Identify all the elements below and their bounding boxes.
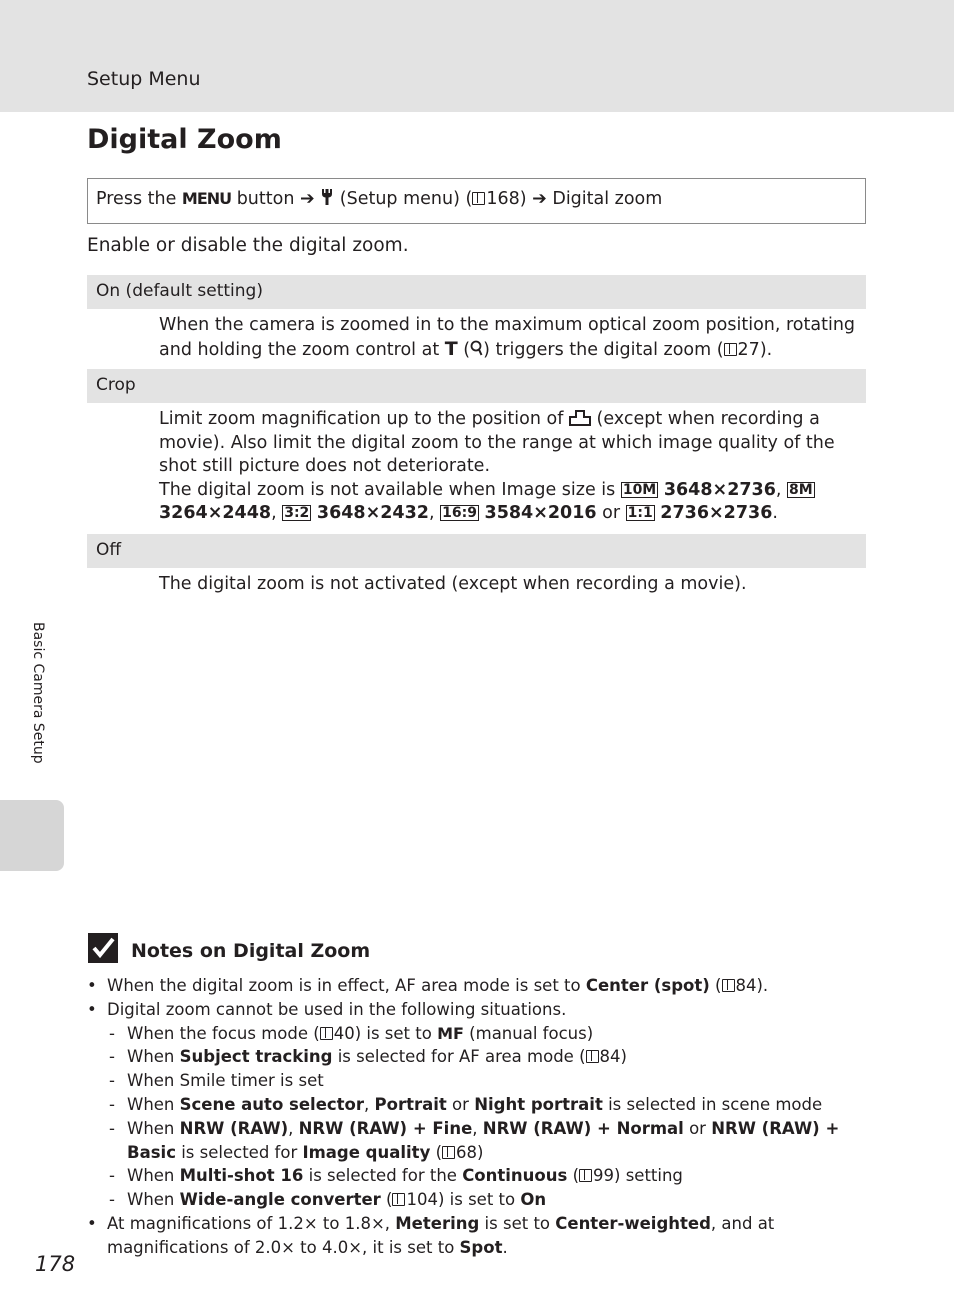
desc-text: ) triggers the digital zoom ( xyxy=(483,339,724,360)
note-keyword: Multi-shot 16 xyxy=(179,1166,304,1186)
magnify-icon xyxy=(470,340,483,360)
page-number: 178 xyxy=(35,1252,76,1276)
menu-path-box xyxy=(87,178,866,224)
option-off-header: Off xyxy=(87,534,866,568)
note-text: At magnifications of 1.2× to 1.8×, xyxy=(107,1213,396,1233)
note-text: 84). xyxy=(735,976,769,995)
intro-text: Enable or disable the digital zoom. xyxy=(87,235,409,256)
option-on-header: On (default setting) xyxy=(87,275,866,309)
note-keyword: Scene auto selector xyxy=(179,1094,365,1114)
note-text: 99) setting xyxy=(593,1166,683,1186)
note-text: is selected for xyxy=(175,1142,303,1162)
sub-list-item xyxy=(87,1188,877,1212)
note-keyword: Center (spot) xyxy=(585,976,710,995)
note-text: is selected in scene mode xyxy=(602,1094,823,1114)
note-text: , and at magnifications of 2.0× to 4.0×, it is set to xyxy=(107,1213,775,1257)
book-icon xyxy=(724,343,737,356)
image-size-icon: 10M xyxy=(622,481,657,498)
note-keyword: On xyxy=(520,1190,547,1210)
note-text: When xyxy=(127,1118,180,1138)
option-on-description xyxy=(159,314,859,362)
image-size-value: 3584×2016 xyxy=(484,503,597,523)
book-icon xyxy=(579,1169,592,1182)
image-size-icon: 16:9 xyxy=(442,505,477,521)
note-text: ( xyxy=(430,1142,443,1162)
option-crop-header: Crop xyxy=(87,369,866,403)
note-text: When xyxy=(127,1190,180,1210)
crop-paragraph-1 xyxy=(159,408,859,479)
note-text: ( xyxy=(567,1166,580,1186)
image-size-icon: 3:2 xyxy=(284,505,310,521)
book-icon xyxy=(722,979,735,992)
note-text: is selected for AF area mode ( xyxy=(332,1047,586,1067)
list-item xyxy=(87,974,877,998)
sub-list-item xyxy=(87,1093,877,1117)
note-text: When the focus mode ( xyxy=(127,1023,320,1043)
sub-list-item xyxy=(87,1164,877,1188)
checkmark-icon xyxy=(88,933,118,963)
path-text: button ➔ xyxy=(231,189,321,209)
crop-paragraph-2: The digital zoom is not available when Image size is 10M 3648×2736, 8M 3264×2448, 3:2 3648×2432, 16:9 3584×2016 or 1:1 2736×2736. xyxy=(159,479,813,523)
section-title: Setup Menu xyxy=(87,68,201,90)
page-title: Digital Zoom xyxy=(87,124,282,155)
wrench-icon xyxy=(320,189,334,209)
note-keyword: NRW (RAW) + Fine xyxy=(298,1118,473,1138)
path-text: 168) ➔ Digital zoom xyxy=(486,189,663,209)
note-text: When xyxy=(127,1166,180,1186)
note-text: 84) xyxy=(599,1047,627,1067)
desc-text: The digital zoom is not available when Image size is xyxy=(159,479,621,500)
note-keyword: NRW (RAW) + Normal xyxy=(482,1118,684,1138)
note-text: or xyxy=(446,1094,475,1114)
notes-title: Notes on Digital Zoom xyxy=(131,940,371,962)
note-keyword: Subject tracking xyxy=(179,1047,333,1067)
note-keyword: NRW (RAW) xyxy=(179,1118,289,1138)
note-text: When xyxy=(127,1094,180,1114)
path-text: (Setup menu) ( xyxy=(334,189,473,209)
desc-text: When the camera is zoomed in to the maximum optical zoom position, rotating and holding the zoom control at xyxy=(159,315,856,360)
note-keyword: Night portrait xyxy=(474,1094,603,1114)
manual-focus-icon: MF xyxy=(437,1023,464,1043)
list-item: • Digital zoom cannot be used in the following situations. xyxy=(87,998,877,1022)
sub-list-item: - When Smile timer is set xyxy=(87,1069,877,1093)
note-keyword: NRW (RAW) + Basic xyxy=(127,1118,840,1162)
desc-text: Limit zoom magnification up to the position of xyxy=(159,409,569,429)
option-off-description: The digital zoom is not activated (except when recording a movie). xyxy=(159,574,747,594)
image-size-value: 3648×2432 xyxy=(316,503,429,523)
note-text: 104) is set to xyxy=(406,1190,521,1210)
note-text: 40) is set to xyxy=(333,1023,438,1043)
path-text: Press the xyxy=(96,189,182,209)
note-text: When xyxy=(127,1047,180,1067)
sub-list-item xyxy=(87,1022,877,1046)
note-keyword: Metering xyxy=(395,1213,480,1233)
note-text: or xyxy=(683,1118,712,1138)
zoom-tele-icon: T xyxy=(444,337,458,360)
book-icon xyxy=(586,1050,599,1063)
menu-button-icon: MENU xyxy=(181,189,232,208)
note-keyword: Wide-angle converter xyxy=(179,1190,381,1210)
note-keyword: Spot xyxy=(459,1237,503,1257)
note-text: , xyxy=(288,1118,299,1138)
note-keyword: Continuous xyxy=(462,1166,568,1186)
note-text: ( xyxy=(380,1190,393,1210)
list-item xyxy=(87,1212,877,1260)
notes-list xyxy=(87,974,877,1260)
note-text: . xyxy=(502,1237,508,1257)
desc-text: or xyxy=(596,503,626,523)
note-text: , xyxy=(472,1118,483,1138)
note-text: , xyxy=(364,1094,375,1114)
desc-text: 27). xyxy=(737,339,773,360)
note-keyword: Portrait xyxy=(374,1094,447,1114)
note-text: (manual focus) xyxy=(463,1023,594,1043)
note-keyword: Image quality xyxy=(302,1142,431,1162)
crop-limit-icon xyxy=(569,409,591,429)
note-keyword: Center-weighted xyxy=(555,1213,711,1233)
image-size-value: 3264×2448 xyxy=(159,503,272,523)
book-icon xyxy=(320,1027,333,1040)
image-size-value: 3648×2736 xyxy=(663,479,776,500)
book-icon xyxy=(392,1193,405,1206)
sub-list-item xyxy=(87,1117,877,1165)
desc-text: ( xyxy=(457,339,471,360)
image-size-icon: 1:1 xyxy=(627,505,653,521)
book-icon xyxy=(442,1146,455,1159)
desc-text: (except when recording a movie). Also limit the digital zoom to the range at which image quality of the shot still picture does not deteriorate. xyxy=(159,409,835,476)
book-icon xyxy=(472,192,485,205)
page-header xyxy=(0,0,954,112)
note-text: ( xyxy=(709,976,722,995)
note-text: When the digital zoom is in effect, AF area mode is set to xyxy=(107,976,586,995)
side-section-label: Basic Camera Setup xyxy=(30,622,46,764)
image-size-icon: 8M xyxy=(789,481,813,498)
note-text: is set to xyxy=(479,1213,556,1233)
option-crop-description xyxy=(159,408,859,526)
image-size-value: 2736×2736 xyxy=(660,503,773,523)
sub-list-item xyxy=(87,1045,877,1069)
note-text: is selected for the xyxy=(303,1166,463,1186)
section-tab xyxy=(0,800,64,871)
note-text: 68) xyxy=(456,1142,484,1162)
